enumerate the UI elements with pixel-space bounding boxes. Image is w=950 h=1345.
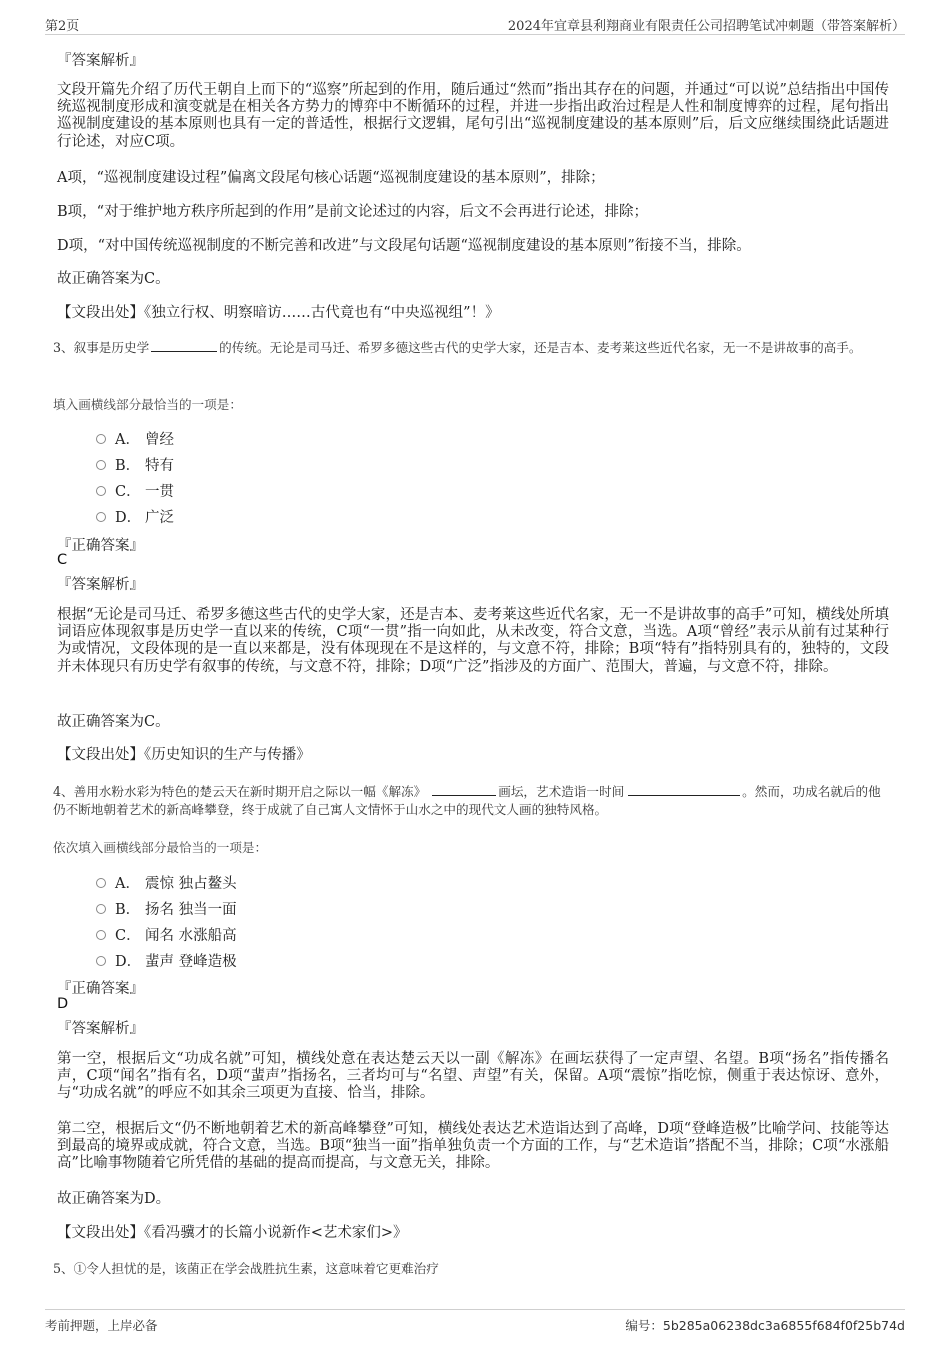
conclusion: 故正确答案为D。 xyxy=(57,1191,171,1207)
document-code: 编号：5b285a06238dc3a6855f684f0f25b74d xyxy=(625,1318,905,1333)
question-4-stem: 4、善用水粉水彩为特色的楚云天在新时期开启之际以一幅《解冻》 画坛，艺术造诣一时间 。然而，功成名就后的他仍不断地朝着艺术的新高峰攀登，终于成就了自己寓人文情怀于山水之中的现代文人画的独特风格。 xyxy=(53,784,881,817)
document-title: 2024年宜章县利翔商业有限责任公司招聘笔试冲刺题（带答案解析） xyxy=(507,19,905,34)
question-5-stem: 5、①令人担忧的是，该菌正在学会战胜抗生素，这意味着它更难治疗 xyxy=(53,1261,439,1276)
analysis-label: 『答案解析』 xyxy=(57,577,144,593)
option-d-analysis: D项，“对中国传统巡视制度的不断完善和改进”与文段尾句话题“巡视制度建设的基本原则”衔接不当，排除。 xyxy=(57,238,751,254)
analysis-text: 第一空，根据后文“功成名就”可知，横线处意在表达楚云天以一副《解冻》在画坛获得了一定声望、名望。B项“扬名”指传播名声，C项“闻名”指有名，D项“蜚声”指扬名，三者均可与“名望、声望”有关，保留。A项“震惊”指吃惊，侧重于表达惊讶、意外，与“功成名就”的呼应不如其余三项更为直接、恰当，排除。 xyxy=(57,1051,889,1102)
source-citation: 【文段出处】《历史知识的生产与传播》 xyxy=(57,747,311,763)
radio-icon[interactable] xyxy=(96,930,106,940)
analysis-label: 『答案解析』 xyxy=(57,53,144,69)
option-c[interactable]: C． 闻名 水涨船高 xyxy=(96,924,237,944)
correct-answer-label: 『正确答案』 xyxy=(57,538,144,554)
source-citation: 【文段出处】《看冯骥才的长篇小说新作<艺术家们>》 xyxy=(57,1225,408,1241)
option-d[interactable]: D． 广泛 xyxy=(96,506,174,526)
option-d[interactable]: D． 蜚声 登峰造极 xyxy=(96,950,237,970)
option-b-analysis: B项，“对于维护地方秩序所起到的作用”是前文论述过的内容，后文不会再进行论述，排除； xyxy=(57,204,648,220)
option-a-analysis: A项，“巡视制度建设过程”偏离文段尾句核心话题“巡视制度建设的基本原则”，排除； xyxy=(57,170,605,186)
option-a[interactable]: A． 曾经 xyxy=(96,428,174,448)
page-footer xyxy=(45,1309,905,1338)
correct-answer-label: 『正确答案』 xyxy=(57,981,144,997)
radio-icon[interactable] xyxy=(96,460,106,470)
question-3-stem: 3、叙事是历史学 的传统。无论是司马迁、希罗多德这些古代的史学大家，还是吉本、麦考莱这些近代名家，无一不是讲故事的高手。 xyxy=(53,340,862,355)
fill-blank xyxy=(151,339,217,352)
option-b[interactable]: B． 特有 xyxy=(96,454,174,474)
page-header xyxy=(45,12,905,35)
radio-icon[interactable] xyxy=(96,434,106,444)
option-b[interactable]: B． 扬名 独当一面 xyxy=(96,898,237,918)
analysis-text: 文段开篇先介绍了历代王朝自上而下的“巡察”所起到的作用，随后通过“然而”指出其存在的问题，并通过“可以说”总结指出中国传统巡视制度形成和演变就是在相关各方势力的博弈中不断循环的过程，并进一步指出政治过程是人性和制度博弈的过程，尾句指出巡视制度建设的基本原则也具有一定的普适性，根据行文逻辑，尾句引出“巡视制度建设的基本原则”后，后文应继续围绕此话题进行论述，对应C项。 xyxy=(57,82,889,150)
radio-icon[interactable] xyxy=(96,956,106,966)
analysis-text: 第二空，根据后文“仍不断地朝着艺术的新高峰攀登”可知，横线处表达艺术造诣达到了高峰，D项“登峰造极”比喻学问、技能等达到最高的境界或成就，符合文意，当选。B项“独当一面”指单独负责一个方面的工作，与“艺术造诣”搭配不当，排除；C项“水涨船高”比喻事物随着它所凭借的基础的提高而提高，与文意无关，排除。 xyxy=(57,1121,889,1172)
analysis-label: 『答案解析』 xyxy=(57,1021,144,1037)
correct-answer: C xyxy=(57,552,68,568)
source-citation: 【文段出处】《独立行权、明察暗访……古代竟也有“中央巡视组”！》 xyxy=(57,305,500,321)
fill-blank xyxy=(628,783,740,796)
correct-answer: D xyxy=(57,996,69,1012)
page-number: 第2页 xyxy=(45,19,80,34)
radio-icon[interactable] xyxy=(96,486,106,496)
radio-icon[interactable] xyxy=(96,904,106,914)
footer-slogan: 考前押题，上岸必备 xyxy=(45,1318,158,1333)
conclusion: 故正确答案为C。 xyxy=(57,271,170,287)
question-3-prompt: 填入画横线部分最恰当的一项是： xyxy=(53,397,242,412)
option-c[interactable]: C． 一贯 xyxy=(96,480,174,500)
question-4-prompt: 依次填入画横线部分最恰当的一项是： xyxy=(53,840,268,855)
option-a[interactable]: A． 震惊 独占鳌头 xyxy=(96,872,237,892)
analysis-text: 根据“无论是司马迁、希罗多德这些古代的史学大家，还是吉本、麦考莱这些近代名家，无一不是讲故事的高手”可知，横线处所填词语应体现叙事是历史学一直以来的传统，C项“一贯”指一向如此，从未改变，符合文意，当选。A项“曾经”表示从前有过某种行为或情况，文段体现的是一直以来都是，没有体现现在不是这样的，与文意不符，排除；B项“特有”指特别具有的，独特的，文段并未体现只有历史学有叙事的传统，与文意不符，排除；D项“广泛”指涉及的方面广、范围大，普遍，与文意不符，排除。 xyxy=(57,607,889,675)
radio-icon[interactable] xyxy=(96,878,106,888)
radio-icon[interactable] xyxy=(96,512,106,522)
conclusion: 故正确答案为C。 xyxy=(57,714,170,730)
fill-blank xyxy=(432,783,496,796)
